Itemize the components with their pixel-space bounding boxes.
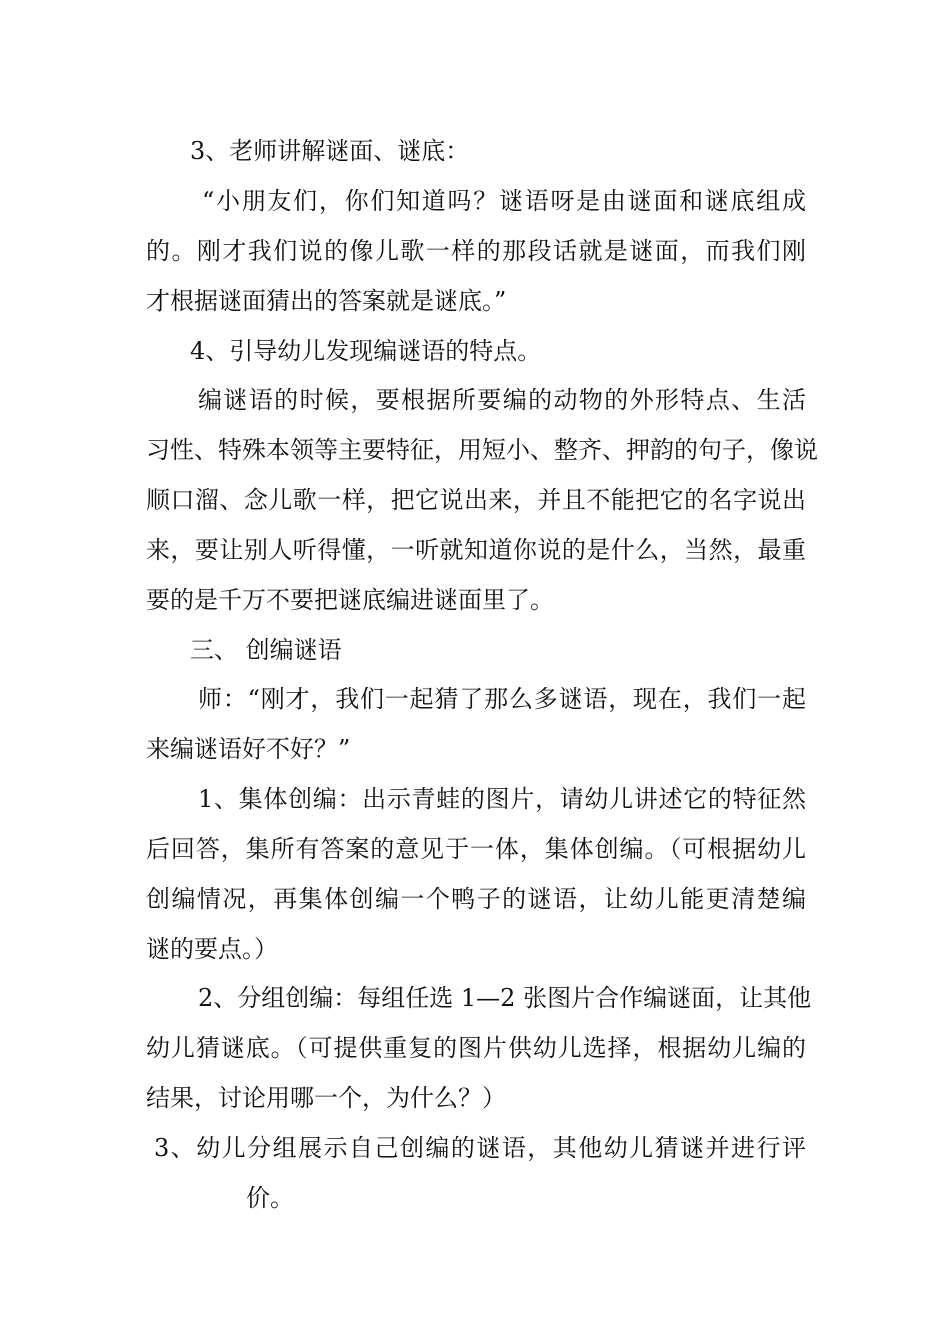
text-line: 3、老师讲解谜面、谜底：	[190, 137, 470, 165]
text-line: 习性、特殊本领等主要特征，用短小、整齐、押韵的句子，像说	[146, 436, 818, 464]
text-line: “小朋友们，你们知道吗？谜语呀是由谜面和谜底组成	[202, 187, 806, 215]
text-line: 创编情况，再集体创编一个鸭子的谜语，让幼儿能更清楚编	[146, 885, 806, 913]
text-line: 要的是千万不要把谜底编进谜面里了。	[146, 586, 554, 614]
text-line: 后回答，集所有答案的意见于一体，集体创编。（可根据幼儿	[146, 835, 806, 863]
text-line: 3、幼儿分组展示自己创编的谜语，其他幼儿猜谜并进行评	[154, 1134, 806, 1162]
text-line: 编谜语的时候，要根据所要编的动物的外形特点、生活	[198, 386, 806, 414]
text-line: 才根据谜面猜出的答案就是谜底。”	[146, 287, 507, 315]
text-line: 价。	[246, 1184, 294, 1212]
section-heading: 三、 创编谜语	[190, 636, 342, 664]
text-line: 1、集体创编：出示青蛙的图片，请幼儿讲述它的特征然	[198, 785, 806, 813]
text-line: 幼儿猜谜底。（可提供重复的图片供幼儿选择，根据幼儿编的	[146, 1034, 806, 1062]
text-line: 来，要让别人听得懂，一听就知道你说的是什么，当然，最重	[146, 536, 806, 564]
text-line: 来编谜语好不好？”	[146, 735, 351, 763]
text-line: 的。刚才我们说的像儿歌一样的那段话就是谜面，而我们刚	[146, 237, 806, 265]
text-line: 师：“刚才，我们一起猜了那么多谜语，现在，我们一起	[198, 685, 806, 713]
text-line: 4、引导幼儿发现编谜语的特点。	[190, 337, 542, 365]
text-line: 结果，讨论用哪一个，为什么？）	[146, 1084, 506, 1112]
text-line: 2、分组创编：每组任选 1—2 张图片合作编谜面，让其他	[198, 984, 812, 1012]
text-line: 谜的要点。）	[146, 935, 278, 963]
text-line: 顺口溜、念儿歌一样，把它说出来，并且不能把它的名字说出	[146, 486, 806, 514]
